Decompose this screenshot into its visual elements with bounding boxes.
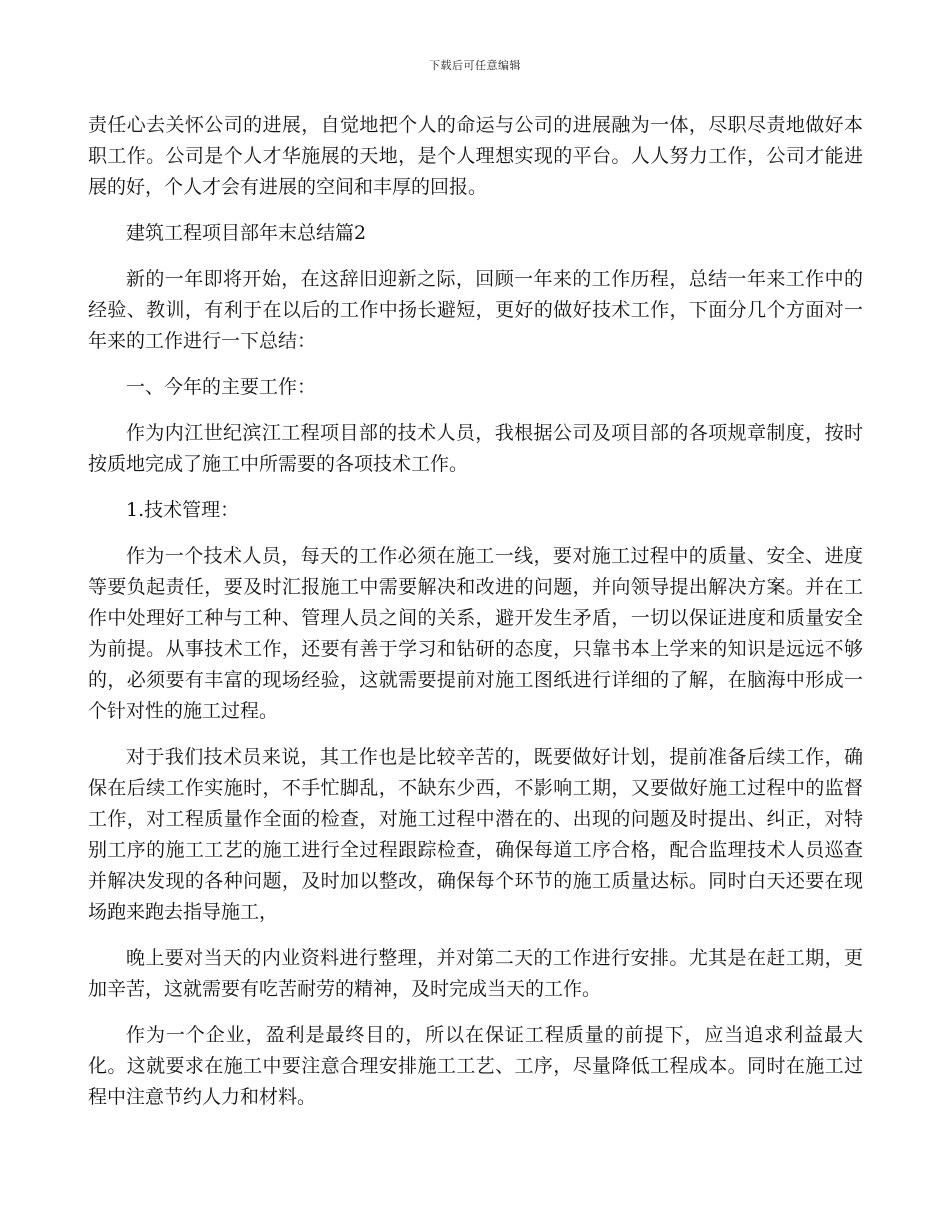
paragraph-intro: 新的一年即将开始，在这辞旧迎新之际，回顾一年来的工作历程，总结一年来工作中的经验、教训，有利于在以后的工作中扬长避短，更好的做好技术工作，下面分几个方面对一年来的工作进行一下总结： [88,268,863,352]
page-header: 下载后可任意编辑 [429,59,521,72]
subheading-tech-management: 1.技术管理： [126,499,240,521]
section-title: 建筑工程项目部年末总结篇2 [126,222,367,244]
section-heading-main-work: 一、今年的主要工作： [126,376,317,398]
paragraph-night-work: 晚上要对当天的内业资料进行整理，并对第二天的工作进行安排。尤其是在赶工期，更加辛苦，这就需要有吃苦耐劳的精神，及时完成当天的工作。 [88,947,863,1000]
paragraph-tech-management: 作为一个技术人员，每天的工作必须在施工一线，要对施工过程中的质量、安全、进度等要负起责任，要及时汇报施工中需要解决和改进的问题，并向领导提出解决方案。并在工作中处理好工种与工种、管理人员之间的关系，避开发生矛盾，一切以保证进度和质量安全为前提。从事技术工作，还要有善于学习和钻研的态度，只靠书本上学来的知识是远远不够的，必须要有丰富的现场经验，这就需要提前对施工图纸进行详细的了解，在脑海中形成一个针对性的施工过程。 [88,545,863,722]
paragraph-hard-work: 对于我们技术员来说，其工作也是比较辛苦的，既要做好计划，提前准备后续工作，确保在后续工作实施时，不手忙脚乱，不缺东少西，不影响工期，又要做好施工过程中的监督工作，对工程质量作全面的检查，对施工过程中潜在的、出现的问题及时提出、纠正，对特别工序的施工工艺的施工进行全过程跟踪检查，确保每道工序合格，配合监理技术人员巡查并解决发现的各种问题，及时加以整改，确保每个环节的施工质量达标。同时白天还要在现场跑来跑去指导施工， [88,746,863,923]
paragraph-continuation: 责任心去关怀公司的进展，自觉地把个人的命运与公司的进展融为一体，尽职尽责地做好本职工作。公司是个人才华施展的天地，是个人理想实现的平台。人人努力工作，公司才能进展的好，个人才会有进展的空间和丰厚的回报。 [88,114,863,198]
paragraph-role: 作为内江世纪滨江工程项目部的技术人员，我根据公司及项目部的各项规章制度，按时按质地完成了施工中所需要的各项技术工作。 [88,422,863,475]
paragraph-profit: 作为一个企业，盈利是最终目的，所以在保证工程质量的前提下，应当追求利益最大化。这就要求在施工中要注意合理安排施工工艺、工序，尽量降低工程成本。同时在施工过程中注意节约人力和材料。 [88,1024,863,1108]
document-body [88,110,863,1128]
